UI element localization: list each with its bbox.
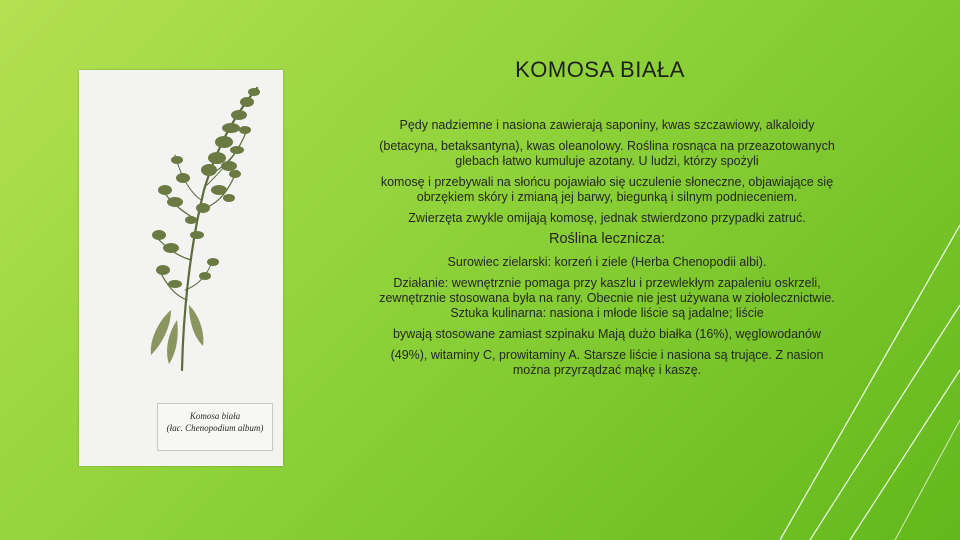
- paragraph-7: bywają stosowane zamiast szpinaku Mają dużo białka (16%), węglowodanów: [392, 327, 821, 341]
- paragraph-1: Pędy nadziemne i nasiona zawierają saponiny, kwas szczawiowy, alkaloidy: [399, 118, 815, 132]
- subheading: Roślina lecznicza:: [548, 231, 666, 247]
- herbarium-label-line2: (łac. Chenopodium album): [166, 423, 264, 433]
- slide-title: KOMOSA BIAŁA: [515, 57, 685, 82]
- herbarium-photo: [79, 70, 283, 466]
- paragraph-4: Zwierzęta zwykle omijają komosę, jednak stwierdzono przypadki zatruć.: [408, 211, 806, 225]
- paragraph-8: (49%), witaminy C, prowitaminy A. Starsze liście i nasiona są trujące. Z nasion można przyrządzać mąkę i kaszę.: [390, 348, 824, 377]
- paragraph-3: komosę i przebywali na słońcu pojawiało się uczulenie słoneczne, objawiające się obrzękiem skóry i zmianą jej barwy, biegunką i silnym podnieceniem.: [380, 175, 834, 204]
- slide-content: [372, 118, 842, 384]
- paragraph-6: Działanie: wewnętrznie pomaga przy kaszlu i przewlekłym zapaleniu oskrzeli, zewnętrznie stosowana była na rany. Obecnie nie jest używana w ziołolecznictwie. Sztuka kulinarna: nasiona i młode liście są jadalne; liście: [379, 276, 835, 320]
- paragraph-2: (betacyna, betaksantyna), kwas oleanolowy. Roślina rosnąca na przeazotowanych glebach łatwo kumuluje azotany. U ludzi, którzy spożyli: [379, 139, 835, 168]
- herbarium-label-line1: Komosa biała: [189, 411, 241, 421]
- paragraph-5: Surowiec zielarski: korzeń i ziele (Herba Chenopodii albi).: [447, 255, 767, 269]
- herbarium-label: [157, 403, 273, 451]
